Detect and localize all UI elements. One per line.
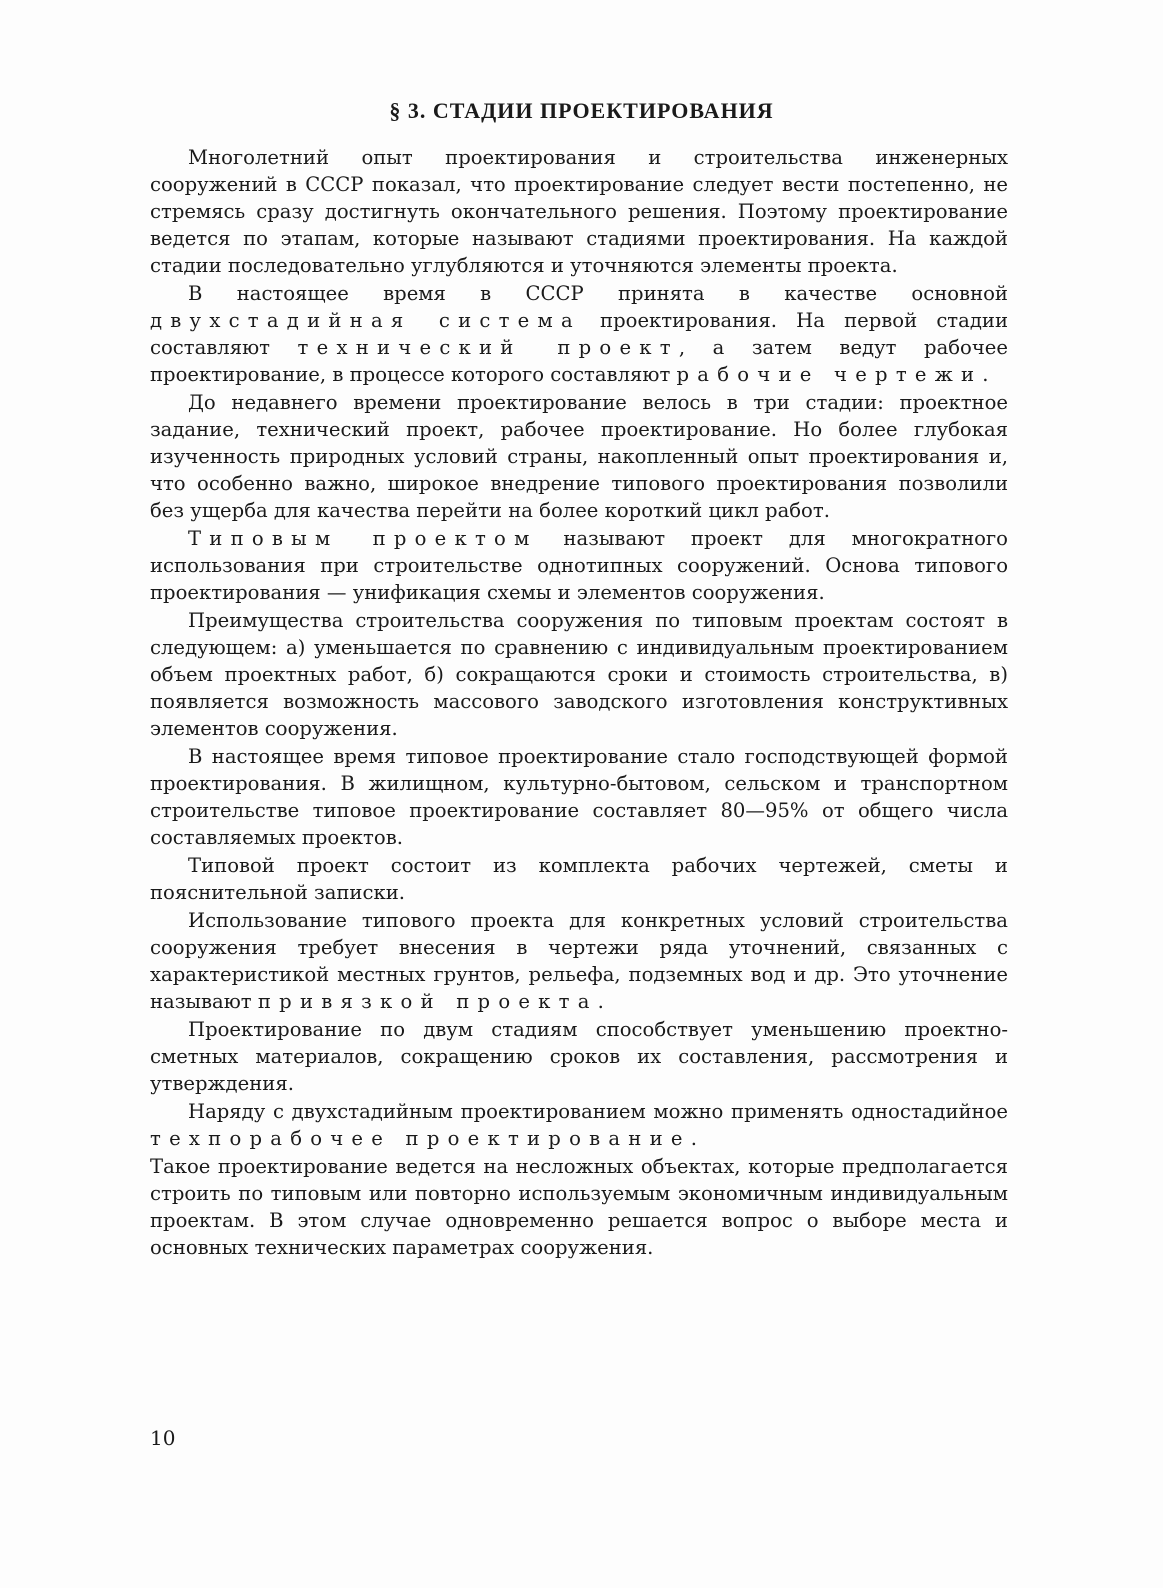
body-text bbox=[150, 144, 1008, 1262]
paragraph-8 bbox=[150, 907, 1008, 1015]
paragraph-11: Такое проектирование ведется на несложных объектах, которые предполагается строить по типовым или повторно используемым экономичным индивидуальным проектам. В этом случае одновременно решается вопрос о выборе места и основных технических параметрах сооружения. bbox=[150, 1155, 1008, 1259]
paragraph-2-text-2: проектирования. На первой стадии составляют bbox=[150, 309, 1009, 359]
paragraph-4-text-1: называют проект для многократного использования при строительстве однотипных сооружений. Основа типового проектирования — унификация схемы и элементов сооружения. bbox=[150, 527, 1008, 604]
section-heading: § 3. СТАДИИ ПРОЕКТИРОВАНИЯ bbox=[389, 98, 774, 123]
paragraph-3: До недавнего времени проектирование велось в три стадии: проектное задание, технический проект, рабочее проектирование. Но более глубокая изученность природных условий страны, накопленный опыт проектирования и, что особенно важно, широкое внедрение типового проектирования позволили без ущерба для качества перейти на более короткий цикл работ. bbox=[150, 391, 1008, 522]
paragraph-2-text-4: . bbox=[982, 363, 989, 386]
spaced-term-two-stage-system: двухстадийная система bbox=[150, 309, 581, 332]
spaced-term-techno-working-design: техпорабочее проектирование bbox=[150, 1127, 691, 1150]
paragraph-7: Типовой проект состоит из комплекта рабочих чертежей, сметы и пояснительной записки. bbox=[150, 854, 1008, 904]
paragraph-9: Проектирование по двум стадиям способствует уменьшению проектно-сметных материалов, сокращению сроков их составления, рассмотрения и утверждения. bbox=[150, 1018, 1008, 1095]
paragraph-10 bbox=[150, 1098, 1008, 1152]
paragraph-5: Преимущества строительства сооружения по типовым проектам состоят в следующем: а) уменьшается по сравнению с индивидуальным проектированием объем проектных работ, б) сокращаются сроки и стоимость строительства, в) появляется возможность массового заводского изготовления конструктивных элементов сооружения. bbox=[150, 609, 1008, 740]
paragraph-8-text-2: . bbox=[597, 990, 604, 1013]
spaced-term-technical-project: технический проект bbox=[297, 336, 679, 359]
paragraph-6: В настоящее время типовое проектирование стало господствующей формой проектирования. В жилищном, культурно-бытовом, сельском и транспортном строительстве типовое проектирование составляет 80—95% от общего числа составляемых проектов. bbox=[150, 745, 1008, 849]
paragraph-2-text-3: , а затем ведут рабочее проектирование, в процессе которого составляют bbox=[150, 336, 1008, 386]
spaced-term-typical-project: Типовым проектом bbox=[188, 527, 538, 550]
paragraph-2-text-1: В настоящее время в СССР принята в качестве основной bbox=[188, 282, 1008, 305]
spaced-term-project-binding: привязкой проекта bbox=[257, 990, 598, 1013]
page-number: 10 bbox=[150, 1426, 176, 1450]
paragraph-10-text-2: . bbox=[690, 1127, 697, 1150]
paragraph-1: Многолетний опыт проектирования и строительства инженерных сооружений в СССР показал, что проектирование следует вести постепенно, не стремясь сразу достигнуть окончательного решения. Поэтому проектирование ведется по этапам, которые называют стадиями проектирования. На каждой стадии последовательно углубляются и уточняются элементы проекта. bbox=[150, 146, 1008, 277]
paragraph-2 bbox=[150, 280, 1008, 388]
paragraph-8-text-1: Использование типового проекта для конкретных условий строительства сооружения требует внесения в чертежи ряда уточнений, связанных с характеристикой местных грунтов, рельефа, подземных вод и др. Это уточнение называют bbox=[150, 909, 1008, 1013]
paragraph-10-text-1: Наряду с двухстадийным проектированием можно применять одностадийное bbox=[188, 1100, 1008, 1123]
spaced-term-working-drawings: рабочие чертежи bbox=[676, 363, 983, 386]
paragraph-4 bbox=[150, 525, 1008, 606]
